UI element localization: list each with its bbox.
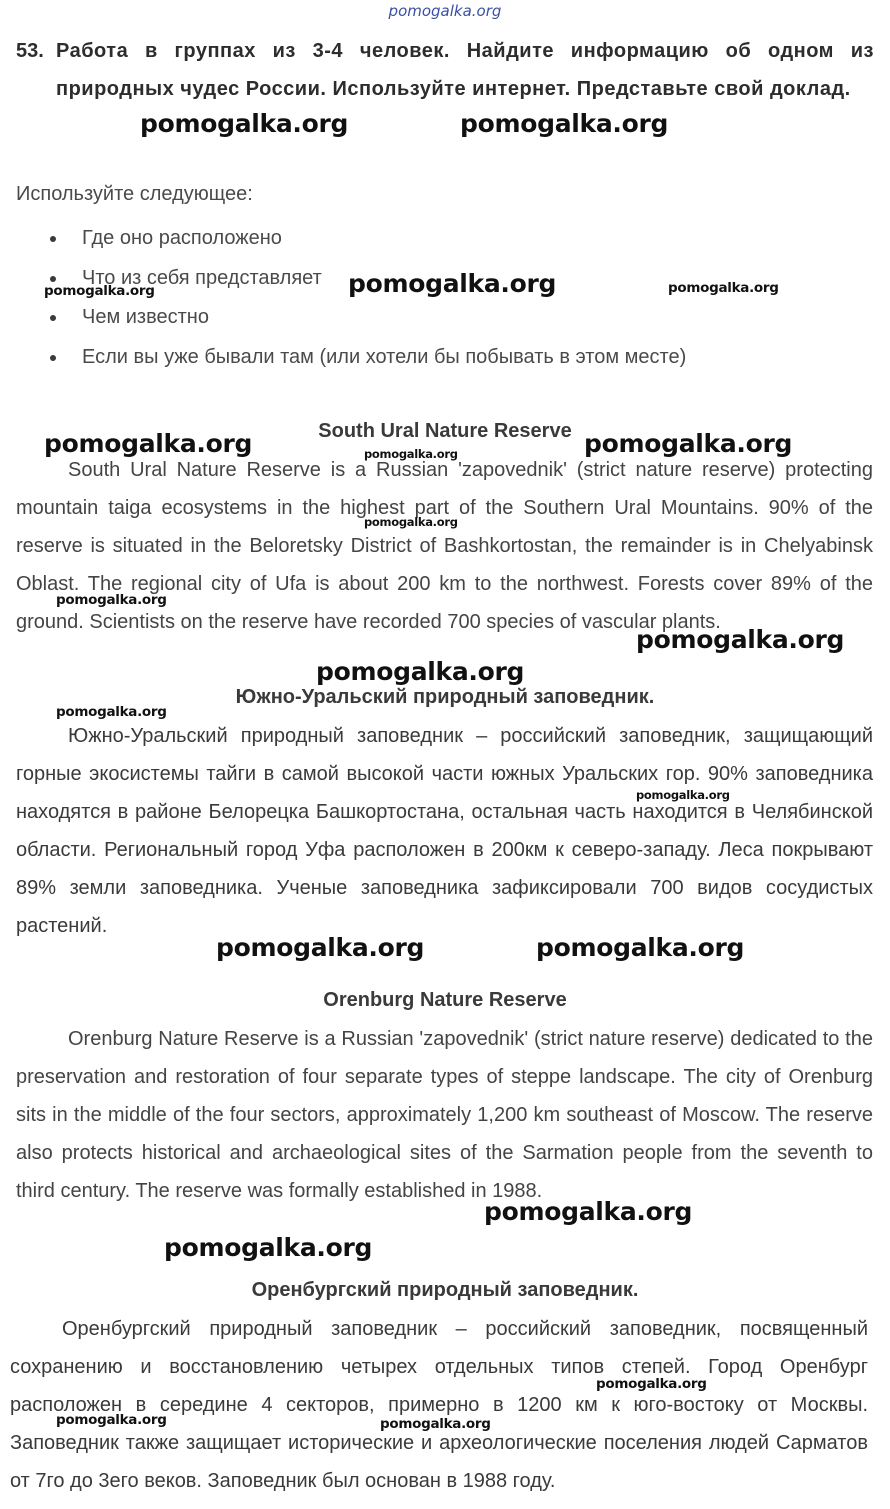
watermark: pomogalka.org <box>348 269 557 298</box>
section-title-orenburg: Orenburg Nature Reserve <box>323 989 567 1011</box>
watermark: pomogalka.org <box>44 283 155 299</box>
task-block <box>16 32 874 108</box>
list-item-text: Чем известно <box>82 306 209 328</box>
watermark: pomogalka.org <box>216 933 425 962</box>
watermark: pomogalka.org <box>56 1412 167 1428</box>
watermark: pomogalka.org <box>164 1233 373 1262</box>
section-text-south-ural: South Ural Nature Reserve is a Russian 'zapovednik' (strict nature reserve) protecting mountain taiga ecosystems in the highest part of the Southern Ural Mountains. 90% of the reserve is situated in the Beloretsky District of Bashkortostan, the remainder is in Chelyabinsk Oblast. The regional city of Ufa is about 200 km to the northwest. Forests cover 89% of the ground. Scientists on the reserve have recorded 700 species of vascular plants. <box>16 459 873 633</box>
watermark: pomogalka.org <box>536 933 745 962</box>
list-item <box>46 220 686 260</box>
section-text-orenburg-ru: Оренбургский природный заповедник – российский заповедник, посвященный сохранению и восстановлению четырех отдельных типов степей. Город Оренбург расположен в середине 4 секторов, примерно в 1200 км к юго-востоку от Москвы. Заповедник также защищает исторические и археологические поселения людей Сарматов от 7го до 3его веков. Заповедник был основан в 1988 году. <box>10 1318 868 1492</box>
watermark: pomogalka.org <box>44 429 253 458</box>
watermark: pomogalka.org <box>636 788 730 802</box>
section-text-south-ural-ru: Южно-Уральский природный заповедник – российский заповедник, защищающий горные экосистемы тайги в самой высокой части южных Уральских гор. 90% заповедника находятся в районе Белорецка Башкортостана, остальная часть находится в Челябинской области. Региональный город Уфа расположен в 200км к северо-западу. Леса покрывают 89% земли заповедника. Ученые заповедника зафиксировали 700 видов сосудистых растений. <box>16 725 873 937</box>
bullet-icon <box>50 236 56 242</box>
bullet-icon <box>50 276 56 282</box>
watermark: pomogalka.org <box>316 657 525 686</box>
task-number: 53. <box>16 40 44 62</box>
watermark: pomogalka.org <box>380 1416 491 1432</box>
watermark: pomogalka.org <box>364 447 458 461</box>
list-item-text: Если вы уже бывали там (или хотели бы побывать в этом месте) <box>82 345 687 368</box>
watermark: pomogalka.org <box>584 429 793 458</box>
section-title-south-ural: South Ural Nature Reserve <box>318 420 572 442</box>
bullet-icon <box>50 315 56 321</box>
section-title-orenburg-ru: Оренбургский природный заповедник. <box>251 1279 639 1301</box>
instructions-intro: Используйте следующее: <box>16 183 253 205</box>
section-text-orenburg: Orenburg Nature Reserve is a Russian 'zapovednik' (strict nature reserve) dedicated to the preservation and restoration of four separate types of steppe landscape. The city of Orenburg sits in the middle of the four sectors, approximately 1,200 km southeast of Moscow. The reserve also protects historical and archaeological sites of the Sarmation people from the seventh to third century. The reserve was formally established in 1988. <box>16 1028 873 1202</box>
section-title-south-ural-ru: Южно-Уральский природный заповедник. <box>235 686 655 708</box>
watermark: pomogalka.org <box>636 625 845 654</box>
watermark: pomogalka.org <box>460 109 669 138</box>
list-item-text: Что из себя представляет <box>82 266 322 289</box>
list-item-text: Где оно расположено <box>82 227 282 249</box>
site-header-watermark: pomogalka.org <box>388 2 502 20</box>
bullet-icon <box>50 355 56 361</box>
watermark: pomogalka.org <box>484 1197 693 1226</box>
watermark: pomogalka.org <box>668 280 779 296</box>
watermark: pomogalka.org <box>140 109 349 138</box>
watermark: pomogalka.org <box>56 704 167 720</box>
instructions-list <box>46 220 686 378</box>
watermark: pomogalka.org <box>596 1376 707 1392</box>
watermark: pomogalka.org <box>56 592 167 608</box>
list-item <box>46 299 686 339</box>
task-text: Работа в группах из 3-4 человек. Найдите информацию об одном из природных чудес России. Используйте интернет. Представьте свой доклад. <box>56 40 874 100</box>
watermark: pomogalka.org <box>364 515 458 529</box>
list-item <box>46 339 686 379</box>
